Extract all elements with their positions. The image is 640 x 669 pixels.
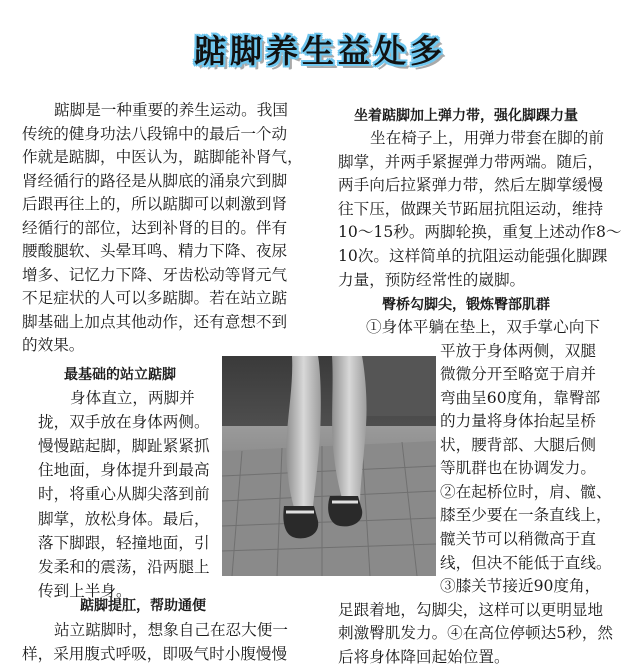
body-line: 足跟着地，勾脚尖，这样可以更明显地 (338, 600, 604, 619)
body-line: 发柔和的震荡，沿两腿上 (38, 557, 210, 576)
body-line: 等肌群也在协调发力。 (440, 459, 596, 478)
body-line: 微微分开至略宽于肩并 (440, 365, 596, 384)
body-line: 的效果。 (22, 336, 85, 354)
body-line: 的力量将身体抬起呈桥 (440, 412, 596, 431)
body-line: ①身体平躺在垫上，双手掌心向下 (366, 318, 600, 336)
body-line: 坐在椅子上，用弹力带套在脚的前 (370, 129, 604, 147)
tiptoe-walking-photo (222, 356, 436, 576)
body-line: 脚掌，并两手紧握弹力带两端。随后， (338, 152, 604, 171)
body-line: 传到上半身。 (38, 581, 132, 600)
body-line: ③膝关节接近90度角， (440, 577, 601, 596)
body-line: 脚掌，放松身体。最后， (38, 509, 210, 528)
body-line: 经循行的部位，达到补肾的目的。伴有 (22, 218, 288, 237)
body-line: 身体直立，两脚并 (70, 389, 195, 407)
body-line: 线，但决不能低于直线。 (440, 553, 612, 572)
section-heading: 坐着踮脚加上弹力带，强化脚踝力量 (354, 108, 578, 124)
body-line: 样，采用腹式呼吸，即吸气时小腹慢慢 (22, 645, 288, 663)
body-line: 刺激臀肌发力。④在高位停顿达5秒，然 (338, 624, 614, 643)
body-line: 落下脚跟，轻撞地面，引 (38, 533, 210, 552)
article-title: 踮脚养生益处多 (193, 32, 446, 70)
body-line: 状，腰背部、大腿后侧 (440, 435, 596, 454)
body-line: 后跟再往上的，所以踮脚可以刺激到肾 (22, 195, 288, 213)
body-line: 作就是踮脚，中医认为，踮脚能补肾气， (22, 148, 303, 166)
section-heading: 最基础的站立踮脚 (64, 367, 176, 383)
body-line: 慢慢踮起脚，脚趾紧紧抓 (38, 437, 210, 456)
body-line: 往下压，做踝关节跖屈抗阻运动，维持 (338, 199, 604, 218)
body-line: 两手向后拉紧弹力带，然后左脚掌缓慢 (338, 176, 604, 195)
body-line: 髋关节可以稍微高于直 (440, 529, 596, 548)
body-line: 肾经循行的路径是从脚底的涌泉穴到脚 (22, 171, 288, 190)
body-line: 脚基础上加点其他动作，还有意想不到 (22, 312, 288, 331)
body-line: 时，将重心从脚尖落到前 (38, 485, 210, 504)
body-line: 传统的健身功法八段锦中的最后一个动 (22, 124, 288, 143)
body-line: ②在起桥位时，肩、髋、 (440, 482, 612, 501)
body-line: 膝至少要在一条直线上， (440, 506, 612, 525)
body-line: 不足症状的人可以多踮脚。若在站立踮 (22, 289, 288, 307)
section-heading: 臀桥勾脚尖，锻炼臀部肌群 (382, 297, 550, 313)
body-line: 平放于身体两侧，双腿 (440, 341, 596, 360)
body-line: 10次。这样简单的抗阻运动能强化脚踝 (338, 247, 608, 265)
body-line: 10～15秒。两脚轮换，重复上述动作8～ (338, 223, 622, 242)
body-line: 弯曲呈60度角，靠臀部 (440, 388, 601, 407)
body-line: 力量，预防经常性的崴脚。 (338, 270, 526, 289)
section-heading: 踮脚提肛，帮助通便 (80, 598, 206, 614)
body-line: 踮脚是一种重要的养生运动。我国 (54, 101, 288, 119)
body-line: 后将身体降回起始位置。 (338, 647, 510, 666)
body-line: 站立踮脚时，想象自己在忍大便一 (54, 621, 288, 639)
body-line: 增多、记忆力下降、牙齿松动等肾元气 (22, 265, 288, 284)
photo-illustration (222, 356, 436, 576)
body-line: 拢，双手放在身体两侧。 (38, 413, 210, 432)
body-line: 住地面，身体提升到最高 (38, 461, 210, 480)
body-line: 腰酸腿软、头晕耳鸣、精力下降、夜尿 (22, 242, 288, 260)
